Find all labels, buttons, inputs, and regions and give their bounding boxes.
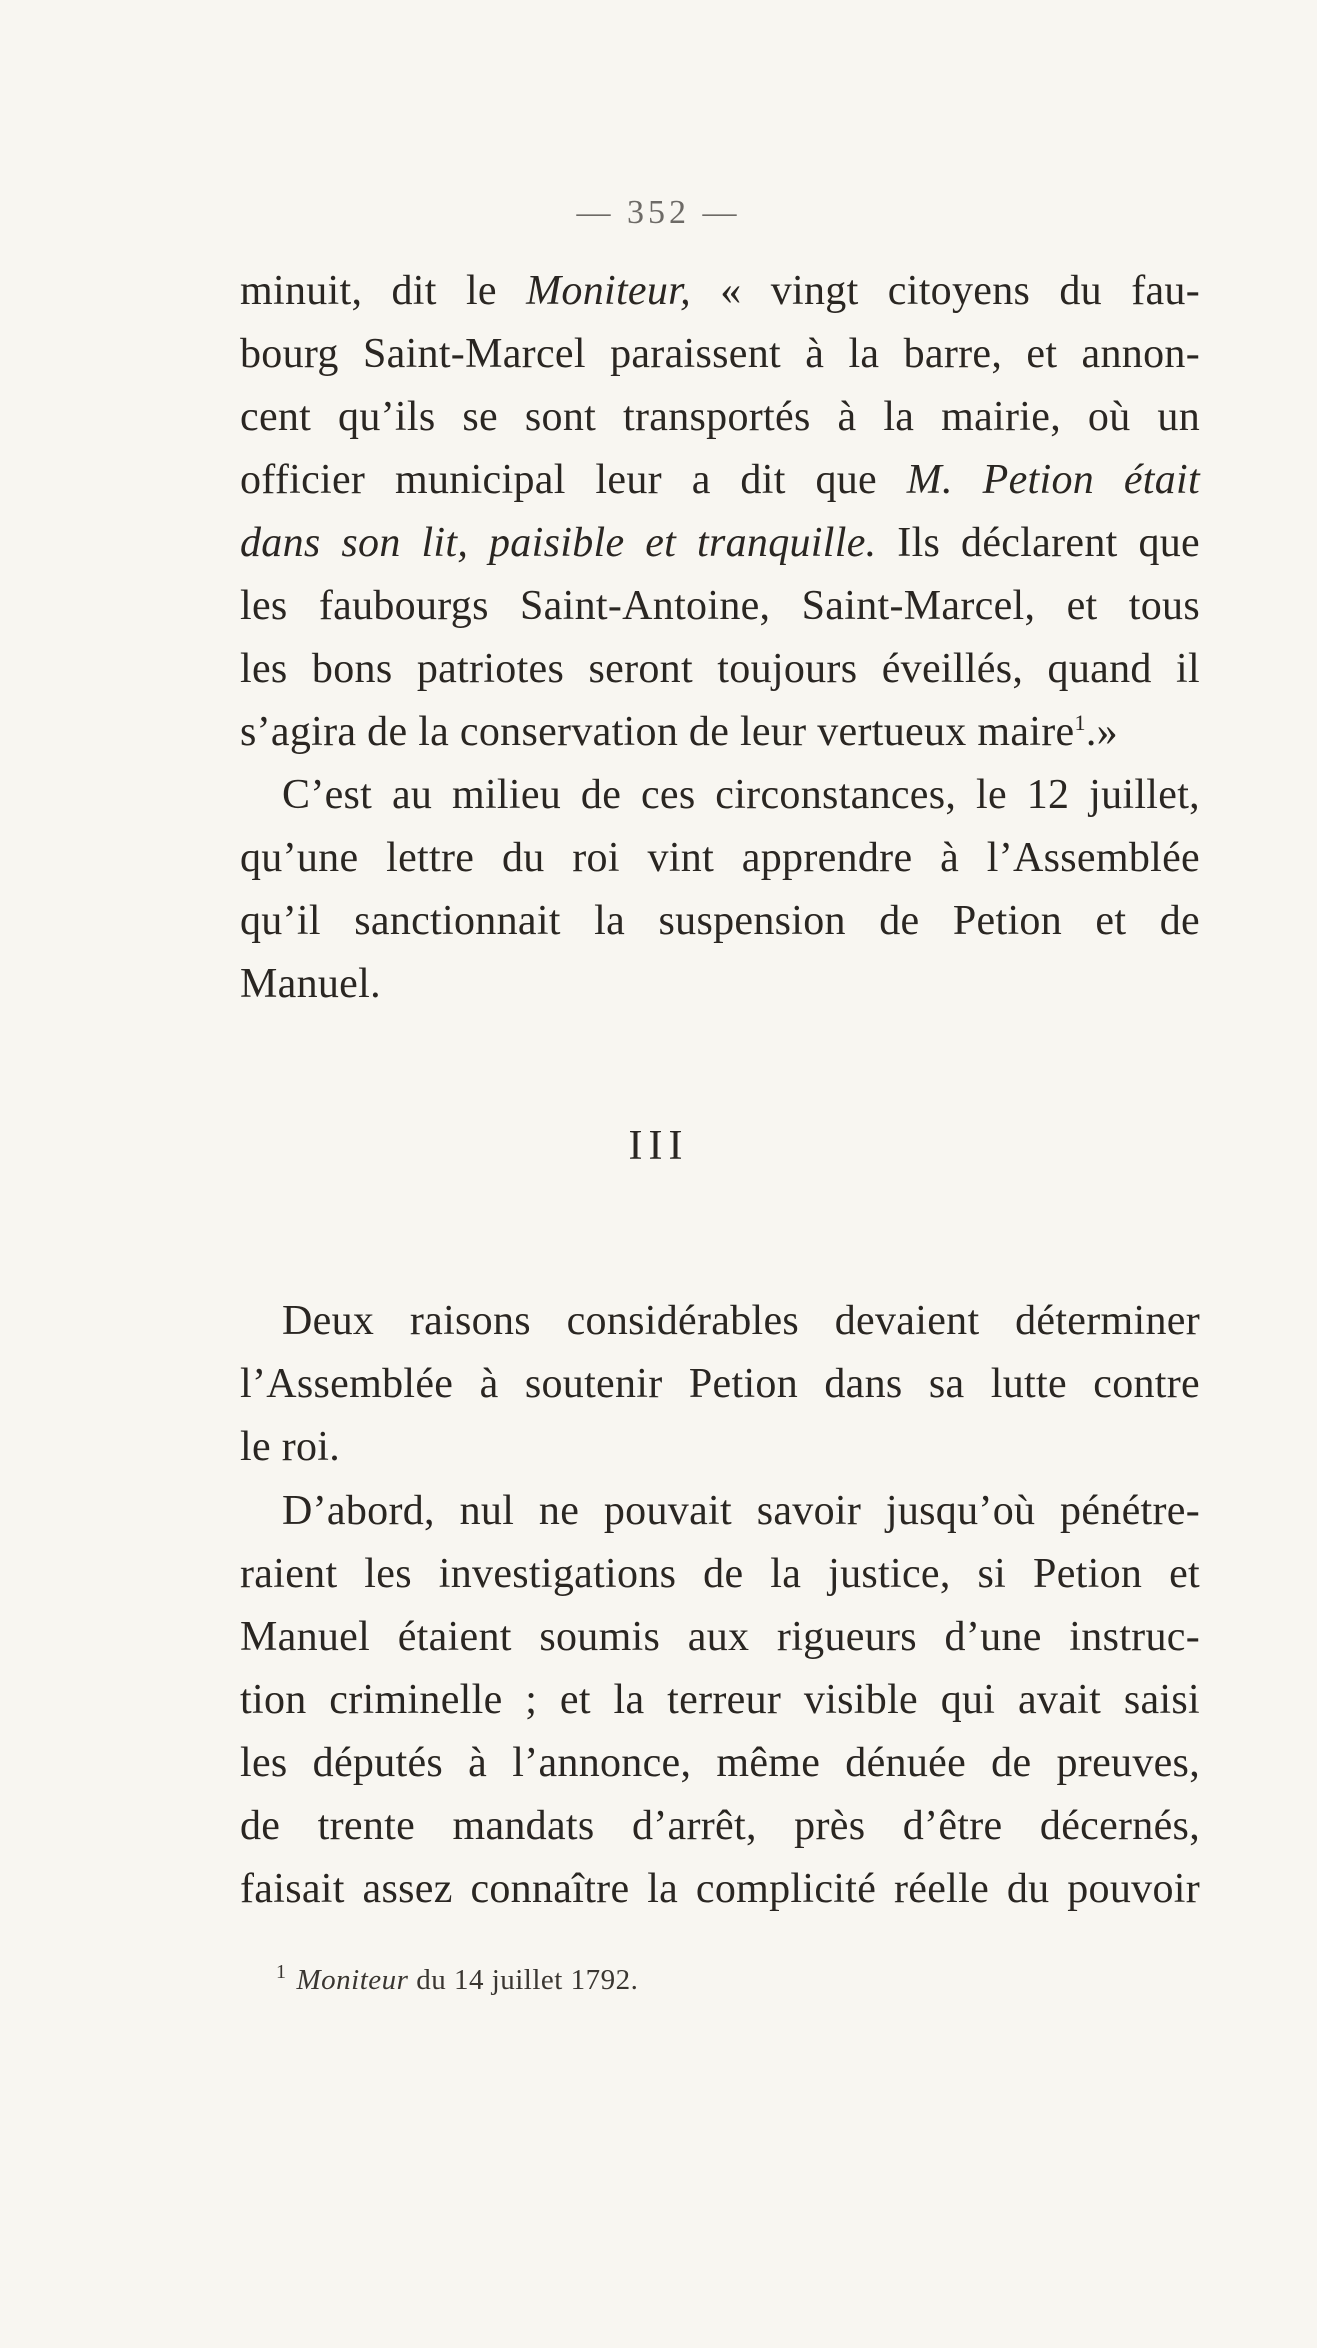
italic-run: dans son lit, paisible et tranquille. bbox=[240, 520, 877, 566]
text-line: les bons patriotes seront toujours éveillés, quand il bbox=[240, 646, 1200, 692]
text-line: de trente mandats d’arrêt, près d’être décernés, bbox=[240, 1803, 1200, 1849]
footnote-reference: 1 bbox=[1074, 710, 1086, 735]
text-line: Manuel. bbox=[240, 961, 381, 1007]
footnote bbox=[276, 1961, 639, 1997]
paragraph-investigations bbox=[240, 1480, 1200, 1921]
text-line bbox=[240, 260, 1200, 323]
section-heading: III bbox=[628, 1123, 689, 1169]
text-line: raient les investigations de la justice, si Petion et bbox=[240, 1551, 1200, 1597]
footnote-text: du 14 juillet 1792. bbox=[408, 1964, 639, 1996]
text-line bbox=[240, 449, 1200, 512]
italic-run: Moniteur, bbox=[526, 268, 691, 314]
text-run: s’agira de la conservation de leur vertueux maire bbox=[240, 709, 1075, 755]
text-line: cent qu’ils se sont transportés à la mairie, où un bbox=[240, 394, 1200, 440]
text-line: Manuel étaient soumis aux rigueurs d’une instruc- bbox=[240, 1614, 1200, 1660]
text-line bbox=[240, 512, 1200, 575]
text-line: qu’une lettre du roi vint apprendre à l’Assemblée bbox=[240, 835, 1200, 881]
footnote-source: Moniteur bbox=[296, 1964, 409, 1996]
text-line bbox=[240, 701, 1200, 764]
text-run: Ils déclarent que bbox=[876, 520, 1200, 566]
text-run: « vingt citoyens du fau- bbox=[690, 268, 1201, 314]
text-line: Deux raisons considérables devaient déterminer bbox=[282, 1298, 1200, 1344]
text-line: tion criminelle ; et la terreur visible qui avait saisi bbox=[240, 1677, 1200, 1723]
paragraph-two-reasons bbox=[240, 1290, 1200, 1479]
text-line: les députés à l’annonce, même dénuée de preuves, bbox=[240, 1740, 1200, 1786]
text-line: D’abord, nul ne pouvait savoir jusqu’où pénétre- bbox=[282, 1488, 1200, 1534]
text-line: bourg Saint-Marcel paraissent à la barre, et annon- bbox=[240, 331, 1200, 377]
text-run: officier municipal leur a dit que bbox=[240, 457, 907, 503]
text-line: faisait assez connaître la complicité réelle du pouvoir bbox=[240, 1866, 1200, 1912]
italic-run: M. Petion était bbox=[906, 457, 1200, 503]
text-line: C’est au milieu de ces circonstances, le 12 juillet, bbox=[282, 772, 1200, 818]
text-run: .» bbox=[1085, 709, 1118, 755]
text-line: qu’il sanctionnait la suspension de Petion et de bbox=[240, 898, 1200, 944]
text-line: les faubourgs Saint-Antoine, Saint-Marcel, et tous bbox=[240, 583, 1200, 629]
text-line: le roi. bbox=[240, 1424, 341, 1470]
page-number: — 352 — bbox=[576, 194, 741, 231]
footnote-mark: 1 bbox=[276, 1961, 287, 1984]
paragraph-royal-letter bbox=[240, 764, 1200, 1016]
text-line: l’Assemblée à soutenir Petion dans sa lutte contre bbox=[240, 1361, 1200, 1407]
paragraph-moniteur-quote bbox=[240, 260, 1200, 764]
text-run: minuit, dit le bbox=[240, 268, 527, 314]
